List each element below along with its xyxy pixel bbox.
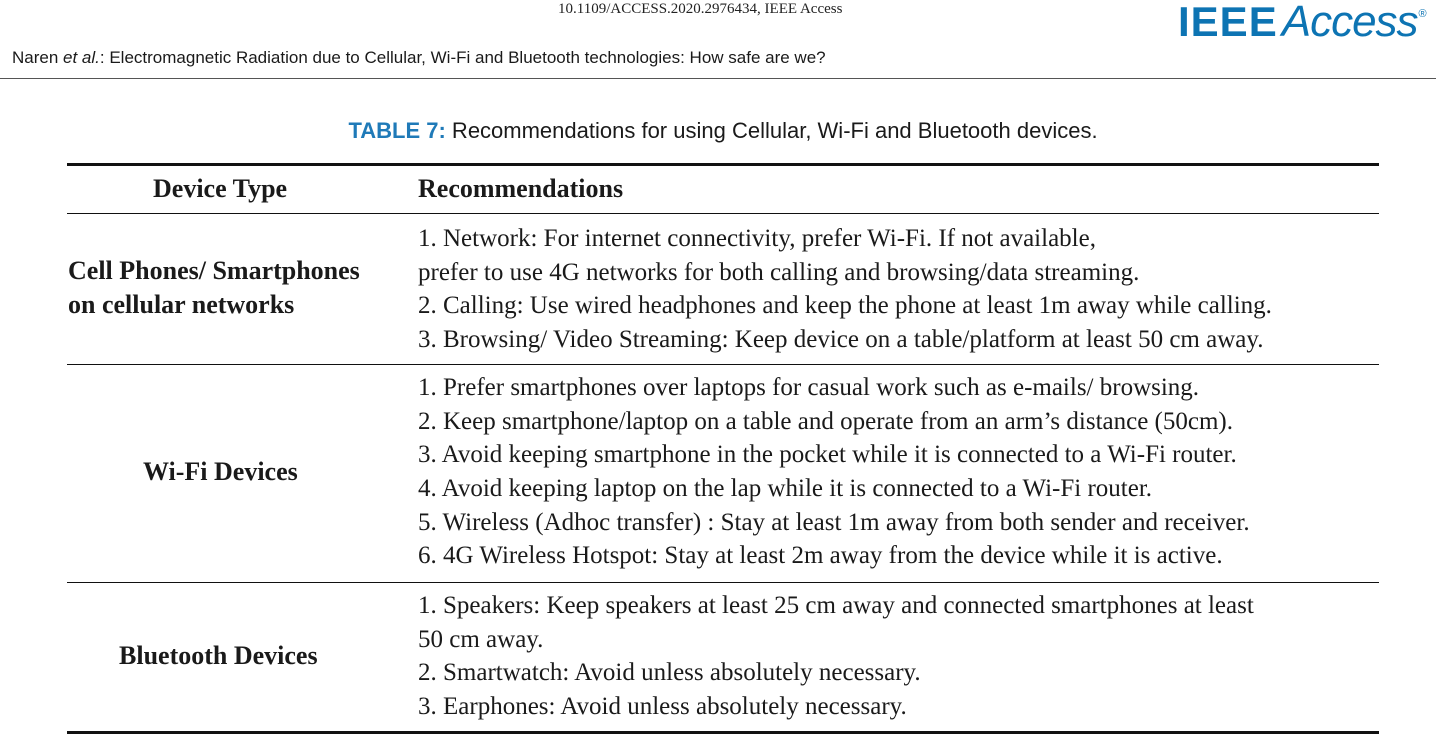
running-head-etal: et al. <box>63 48 100 67</box>
logo-registered-mark: ® <box>1418 8 1427 20</box>
doi-text: 10.1109/ACCESS.2020.2976434, IEEE Access <box>558 1 843 17</box>
device-line: on cellular networks <box>68 290 295 319</box>
recommendation-line: 2. Calling: Use wired headphones and keep the phone at least 1m away while calling. <box>418 292 1272 320</box>
row-recommendations-wifi <box>418 371 1250 573</box>
recommendation-line: 4. Avoid keeping laptop on the lap while it is connected to a Wi-Fi router. <box>418 475 1153 503</box>
recommendation-line: 5. Wireless (Adhoc transfer) : Stay at least 1m away from both sender and receiver. <box>418 508 1250 536</box>
recommendation-line: prefer to use 4G networks for both calling and browsing/data streaming. <box>418 258 1140 286</box>
running-head <box>12 47 826 69</box>
row-recommendations-cell-phones <box>418 222 1272 357</box>
running-head-author: Naren <box>12 48 64 67</box>
recommendation-line: 3. Avoid keeping smartphone in the pocket while it is connected to a Wi-Fi router. <box>418 441 1237 469</box>
running-head-title: : Electromagnetic Radiation due to Cellular, Wi-Fi and Bluetooth technologies: How safe are we? <box>99 48 826 67</box>
column-header-device-type: Device Type <box>153 174 288 203</box>
table-caption-label: TABLE 7: <box>348 118 446 143</box>
header-divider <box>0 78 1436 79</box>
device-line: Bluetooth Devices <box>119 641 318 670</box>
row-divider <box>67 364 1379 365</box>
row-device-bluetooth <box>119 639 318 673</box>
table-caption-text: Recommendations for using Cellular, Wi-Fi and Bluetooth devices. <box>445 118 1098 143</box>
recommendation-line: 50 cm away. <box>418 625 544 653</box>
table-bottom-rule <box>67 731 1379 734</box>
logo-ieee-text: IEEE <box>1178 0 1278 45</box>
recommendation-line: 1. Network: For internet connectivity, prefer Wi-Fi. If not available, <box>418 225 1096 252</box>
table-top-rule <box>67 163 1379 166</box>
device-line: Wi-Fi Devices <box>143 457 298 486</box>
logo-access-text: Access <box>1281 0 1418 46</box>
row-divider <box>67 582 1379 583</box>
ieee-access-logo <box>1178 0 1427 44</box>
device-line: Cell Phones/ Smartphones <box>68 256 360 285</box>
recommendation-line: 1. Prefer smartphones over laptops for casual work such as e-mails/ browsing. <box>418 374 1200 401</box>
column-header-recommendations: Recommendations <box>418 174 624 203</box>
recommendation-line: 1. Speakers: Keep speakers at least 25 cm away and connected smartphones at least <box>418 592 1254 619</box>
row-recommendations-bluetooth <box>418 589 1254 724</box>
row-device-wifi <box>143 455 298 489</box>
recommendation-line: 2. Smartwatch: Avoid unless absolutely necessary. <box>418 659 921 687</box>
recommendation-line: 3. Earphones: Avoid unless absolutely necessary. <box>418 693 907 721</box>
recommendation-line: 3. Browsing/ Video Streaming: Keep device on a table/platform at least 50 cm away. <box>418 326 1264 354</box>
table-header-rule <box>67 213 1379 214</box>
row-device-cell-phones <box>68 254 360 322</box>
recommendation-line: 6. 4G Wireless Hotspot: Stay at least 2m away from the device while it is active. <box>418 542 1223 570</box>
table-caption <box>0 117 1440 145</box>
recommendation-line: 2. Keep smartphone/laptop on a table and operate from an arm’s distance (50cm). <box>418 407 1233 435</box>
